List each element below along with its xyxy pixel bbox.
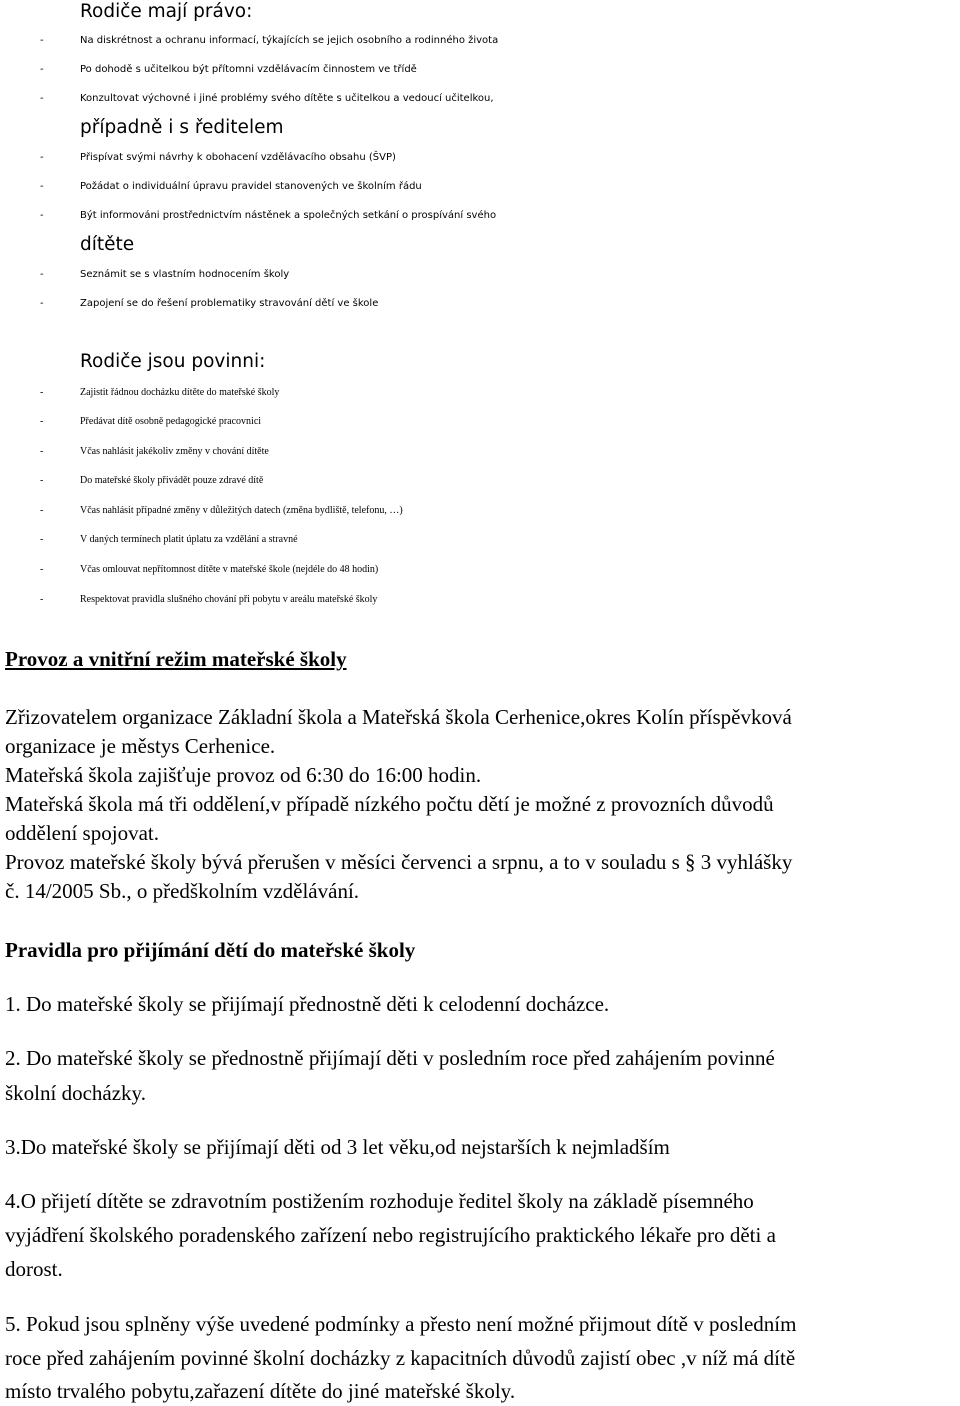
bullet: - [40,564,44,575]
operation-heading: Provoz a vnitřní režim mateřské školy [5,647,347,671]
bullet: - [40,210,44,221]
rule-line: dorost. [5,1257,63,1281]
rule-line: 4.O přijetí dítěte se zdravotním postižením rozhoduje ředitel školy na základě písemného [5,1189,754,1213]
bullet: - [40,534,44,545]
paragraph-line: Mateřská škola má tři oddělení,v případě nízkého počtu dětí je možné z provozních důvodů [5,792,774,816]
duties-heading: Rodiče jsou povinni: [80,351,266,372]
rule-line: roce před zahájením povinné školní docházky z kapacitních důvodů zajistí obec ,v níž má dítě [5,1346,796,1370]
rights-item-continuation: dítěte [80,234,135,255]
paragraph-line: č. 14/2005 Sb., o předškolním vzdělávání. [5,879,360,903]
rule-line: 5. Pokud jsou splněny výše uvedené podmínky a přesto není možné přijmout dítě v posledním [5,1312,797,1336]
document-page: Rodiče mají právo: - Na diskrétnost a ochranu informací, týkajících se jejich osobního a rodinného života - Po dohodě s učitelkou být přítomni vzdělávacím činnostem ve třídě - Konzultovat výchovné i jiné problémy svého dítěte s učitelkou a vedoucí učitelkou, případně i s ředitelem - Přispívat svými návrhy k obohacení vzdělávacího obsahu (ŠVP) - Požádat o individuální úpravu pravidel stanovených ve školním řádu - Být informováni prostřednictvím nástěnek a společných setkání o prospívání svého dítěte - Seznámit se s vlastním hodnocením školy - Zapojení se do řešení problematiky stravování dětí ve škole Rodiče jsou povinni: - Zajistit řádnou docházku dítěte do mateřské školy - Předávat dítě osobně pedagogické pracovnici - Včas nahlásit jakékoliv změny v chování dítěte - Do mateřské školy přivádět pouze zdravé dítě - Včas nahlásit případné změny v důležitých datech (změna bydliště, telefonu, …) - V daných termínech platit úplatu za vzdělání a stravné - Včas omlouvat nepřítomnost dítěte v mateřské škole (nejdéle do 48 hodin) - Respektovat pravidla slušného chování při pobytu v areálu mateřské školy Provoz a vnitřní režim mateřské školy Zřizovatelem organizace Základní škola a Mateřská škola Cerhenice,okres Kolín příspěvková organizace je městys Cerhenice. Mateřská škola zajišťuje provoz od 6:30 do 16:00 hodin. Mateřská škola má tři oddělení,v případě nízkého počtu dětí je možné z provozních důvodů oddělení spojovat. Provoz mateřské školy bývá přerušen v měsíci červenci a srpnu, a to v souladu s § 3 vyhlášky č. 14/2005 Sb., o předškolním vzdělávání. Pravidla pro přijímání dětí do mateřské školy 1. Do mateřské školy se přijímají přednostně děti k celodenní docházce. 2. Do mateřské školy se přednostně přijímají děti v posledním roce před zahájením povinné školní docházky. 3.Do mateřské školy se přijímají děti od 3 let věku,od nejstarších k nejmladším 4.O přijetí dítěte se zdravotním postižením rozhoduje ředitel školy na základě písemného vyjádření školského poradenského zařízení nebo registrujícího praktického lékaře pro děti a dorost. 5. Pokud jsou splněny výše uvedené podmínky a přesto není možné přijmout dítě v posledním roce před zahájením povinné školní docházky z kapacitních důvodů zajistí obec ,v níž má dítě místo trvalého pobytu,zařazení dítěte do jiné mateřské školy. [5,1,797,1403]
bullet: - [40,505,44,516]
bullet: - [40,416,44,427]
rule-line: 1. Do mateřské školy se přijímají přednostně děti k celodenní docházce. [5,992,610,1016]
bullet: - [40,269,44,280]
bullet: - [40,181,44,192]
bullet: - [40,93,44,104]
bullet: - [40,35,44,46]
bullet: - [40,475,44,486]
paragraph-line: organizace je městys Cerhenice. [5,734,276,758]
paragraph-line: Mateřská škola zajišťuje provoz od 6:30 do 16:00 hodin. [5,763,482,787]
paragraph-line: Provoz mateřské školy bývá přerušen v měsíci červenci a srpnu, a to v souladu s § 3 vyhlášky [5,850,793,874]
bullet: - [40,446,44,457]
bullet: - [40,594,44,605]
rights-heading: Rodiče mají právo: [80,1,253,22]
rule-line: 3.Do mateřské školy se přijímají děti od 3 let věku,od nejstarších k nejmladším [5,1135,670,1159]
bullet: - [40,387,44,398]
admission-heading: Pravidla pro přijímání dětí do mateřské školy [5,938,416,962]
rule-line: vyjádření školského poradenského zařízení nebo registrujícího praktického lékaře pro děti a [5,1223,776,1247]
rule-line: školní docházky. [5,1081,146,1105]
paragraph-line: Zřizovatelem organizace Základní škola a Mateřská škola Cerhenice,okres Kolín příspěvková [5,705,792,729]
bullet: - [40,152,44,163]
rights-item-continuation: případně i s ředitelem [80,117,284,138]
rule-line: místo trvalého pobytu,zařazení dítěte do jiné mateřské školy. [5,1379,516,1403]
bullet: - [40,298,44,309]
bullet: - [40,64,44,75]
paragraph-line: oddělení spojovat. [5,821,159,845]
rule-line: 2. Do mateřské školy se přednostně přijímají děti v posledním roce před zahájením povinné [5,1046,775,1070]
